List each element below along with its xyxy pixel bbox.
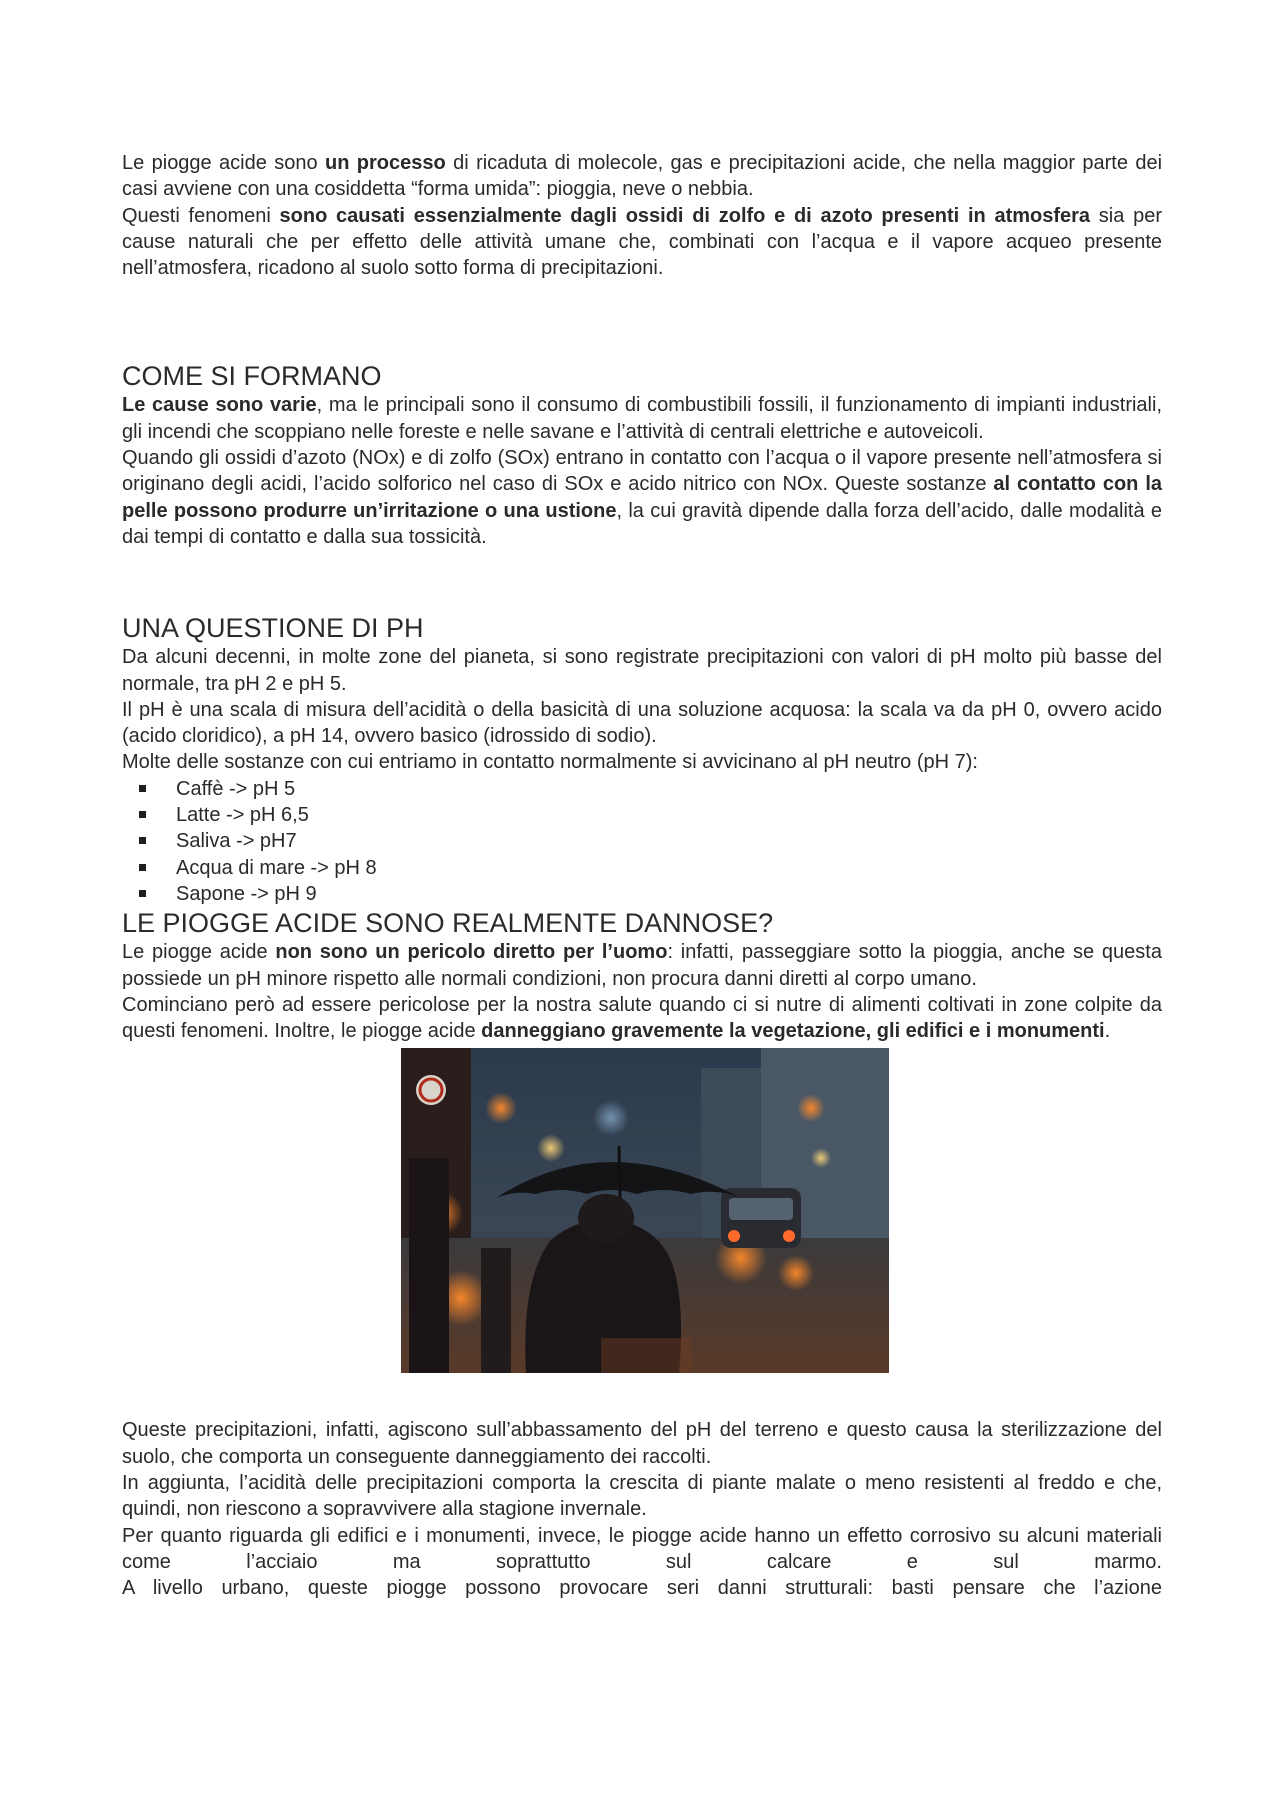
section1-paragraph-1: Le cause sono varie, ma le principali sono il consumo di combustibili fossili, il funzionamento di impianti industriali, gli incendi che scoppiano nelle foreste e nelle savane e l’attività di centrali elettriche e autoveicoli.: [122, 394, 1162, 443]
photo-illustration: [401, 1048, 889, 1373]
list-item: Latte -> pH 6,5: [122, 802, 1162, 828]
section4-paragraph-4: A livello urbano, queste piogge possono provocare seri danni strutturali: basti pensare che l’azione: [122, 1577, 1162, 1600]
section-heading-questione-ph: UNA QUESTIONE DI PH: [122, 613, 424, 644]
list-item: Acqua di mare -> pH 8: [122, 855, 1162, 881]
spacer: [122, 550, 1162, 612]
intro-paragraph-2: Questi fenomeni sono causati essenzialmente dagli ossidi di zolfo e di azoto presenti in atmosfera sia per cause naturali che per effetto delle attività umane che, combinati con l’acqua e il vapore acqueo presente nell’atmosfera, ricadono al suolo sotto forma di precipitazioni.: [122, 204, 1162, 280]
section-heading-realmente-dannose: LE PIOGGE ACIDE SONO REALMENTE DANNOSE?: [122, 908, 774, 939]
section3-paragraph-1: Le piogge acide non sono un pericolo diretto per l’uomo: infatti, passeggiare sotto la pioggia, anche se questa possiede un pH minore rispetto alle normali condizioni, non procura danni diretti al corpo umano.: [122, 941, 1162, 990]
section-heading-come-si-formano: COME SI FORMANO: [122, 361, 382, 392]
document-page: [122, 150, 1162, 1602]
list-item: Sapone -> pH 9: [122, 881, 1162, 907]
section4-paragraph-1: Queste precipitazioni, infatti, agiscono sull’abbassamento del pH del terreno e questo causa la sterilizzazione del suolo, che comporta un conseguente danneggiamento dei raccolti.: [122, 1419, 1162, 1468]
section1-paragraph-2: Quando gli ossidi d’azoto (NOx) e di zolfo (SOx) entrano in contatto con l’acqua o il vapore presente nell’atmosfera si originano degli acidi, l’acido solforico nel caso di SOx e acido nitrico con NOx. Queste sostanze al contatto con la pelle possono produrre un’irritazione o una ustione, la cui gravità dipende dalla forza dell’acido, dalle modalità e dai tempi di contatto e dalla sua tossicità.: [122, 447, 1163, 548]
section2-paragraph-1: Da alcuni decenni, in molte zone del pianeta, si sono registrate precipitazioni con valori di pH molto più basse del normale, tra pH 2 e pH 5.: [122, 646, 1162, 695]
section4-paragraph-3: Per quanto riguarda gli edifici e i monumenti, invece, le piogge acide hanno un effetto corrosivo su alcuni materiali come l’acciaio ma soprattutto sul calcare e sul marmo.: [122, 1524, 1162, 1573]
section3-paragraph-2: Cominciano però ad essere pericolose per la nostra salute quando ci si nutre di alimenti coltivati in zone colpite da questi fenomeni. Inoltre, le piogge acide danneggiano gravemente la vegetazione, gli edifici e i monumenti.: [122, 993, 1162, 1043]
spacer: [122, 1373, 1162, 1417]
section2-paragraph-3: Molte delle sostanze con cui entriamo in contatto normalmente si avvicinano al pH neutro (pH 7):: [122, 751, 978, 774]
bullet-square-icon: [139, 811, 146, 818]
list-item: Caffè -> pH 5: [122, 776, 1162, 802]
section4-paragraph-2: In aggiunta, l’acidità delle precipitazioni comporta la crescita di piante malate o meno resistenti al freddo e che, quindi, non riescono a sopravvivere alla stagione invernale.: [122, 1472, 1162, 1521]
list-item: Saliva -> pH7: [122, 828, 1162, 854]
rain-umbrella-photo: [401, 1048, 889, 1373]
intro-paragraph-1: Le piogge acide sono un processo di ricaduta di molecole, gas e precipitazioni acide, che nella maggior parte dei casi avviene con una cosiddetta “forma umida”: pioggia, neve o nebbia.: [122, 152, 1163, 201]
section2-paragraph-2: Il pH è una scala di misura dell’acidità o della basicità di una soluzione acquosa: la scala va da pH 0, ovvero acido (acido cloridico), a pH 14, ovvero basico (idrossido di sodio).: [122, 698, 1162, 748]
bullet-square-icon: [139, 785, 146, 792]
bullet-square-icon: [139, 864, 146, 871]
ph-list: [122, 776, 1162, 907]
spacer: [122, 281, 1162, 360]
bullet-square-icon: [139, 890, 146, 897]
bullet-square-icon: [139, 837, 146, 844]
